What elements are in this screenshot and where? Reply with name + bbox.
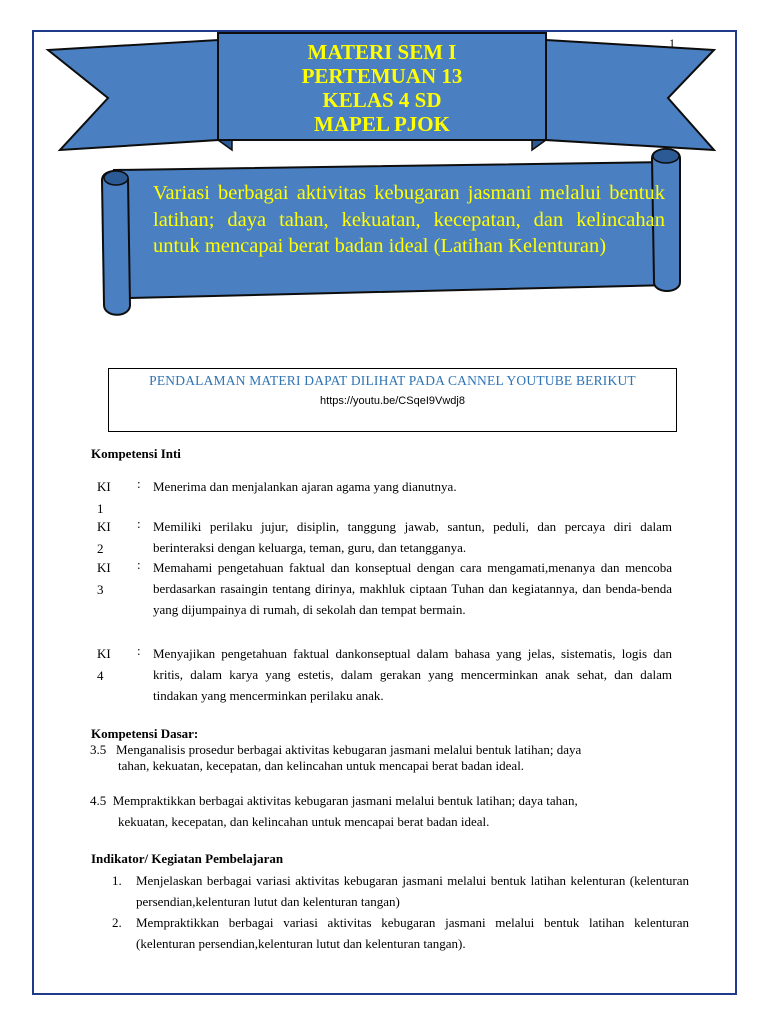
kd-number: 4.5 xyxy=(90,793,107,808)
banner-line-1: MATERI SEM I xyxy=(307,40,457,64)
indikator-number: 2. xyxy=(112,915,122,930)
banner-line-2: PERTEMUAN 13 xyxy=(301,64,463,88)
banner-line-4: MAPEL PJOK xyxy=(314,112,450,136)
scroll-topic-text: Variasi berbagai aktivitas kebugaran jasmani melalui bentuk latihan; daya tahan, kekuatan, kecepatan, dan kelincahan untuk mencapai berat badan ideal (Latihan Kelenturan) xyxy=(153,182,665,257)
indikator-text: Mempraktikkan berbagai variasi aktivitas kebugaran jasmani melalui bentuk latihan kelenturan (kelenturan persendian,kelenturan lutut dan kelenturan tangan). xyxy=(136,915,689,951)
ki-code: KI 4 xyxy=(97,646,111,683)
kompetensi-dasar-heading: Kompetensi Dasar: xyxy=(91,726,199,741)
indikator-heading: Indikator/ Kegiatan Pembelajaran xyxy=(91,851,284,866)
ki-separator: : xyxy=(137,476,141,491)
ki-text: Memahami pengetahuan faktual dan konseptual dengan cara mengamati,menanya dan mencoba berdasarkan rasaingin tentang dirinya, makhluk ciptaan Tuhan dan kegiatannya, dan benda-benda yang dijumpainya di rumah, di sekolah dan tempat bermain. xyxy=(153,560,672,617)
kompetensi-inti-heading: Kompetensi Inti xyxy=(91,446,181,461)
kd-item-4-5 xyxy=(90,792,578,809)
ki-separator: : xyxy=(137,557,141,572)
ki-code: KI 1 xyxy=(97,479,111,516)
page-number: 1 xyxy=(669,36,675,50)
kd-item-4-5-cont: kekuatan, kecepatan, dan kelincahan untuk mencapai berat badan ideal. xyxy=(118,814,490,829)
ribbon-right-tail xyxy=(546,40,714,150)
video-link-heading: PENDALAMAN MATERI DAPAT DILIHAT PADA CANNEL YOUTUBE BERIKUT xyxy=(149,373,636,388)
ki-text: Menerima dan menjalankan ajaran agama yang dianutnya. xyxy=(153,479,457,494)
ki-code: KI 2 xyxy=(97,519,111,556)
indikator-text: Menjelaskan berbagai variasi aktivitas kebugaran jasmani melalui bentuk latihan kelenturan (kelenturan persendian,kelenturan lutut dan kelenturan tangan) xyxy=(136,873,689,909)
scroll-left-roll xyxy=(102,171,130,315)
ki-separator: : xyxy=(137,643,141,658)
kd-item-3-5 xyxy=(90,741,581,758)
ki-text: Menyajikan pengetahuan faktual dankonseptual dalam bahasa yang jelas, sistematis, logis dan kritis, dalam karya yang estetis, dalam gerakan yang mencerminkan anak sehat, dan dalam tindakan yang mencerminkan perilaku anak. xyxy=(153,646,672,703)
ribbon-left-tail xyxy=(48,40,218,150)
kd-item-3-5-cont: tahan, kekuatan, kecepatan, dan kelincahan untuk mencapai berat badan ideal. xyxy=(118,758,525,773)
ki-code: KI 3 xyxy=(97,560,111,597)
indikator-number: 1. xyxy=(112,873,122,888)
banner-line-3: KELAS 4 SD xyxy=(322,88,442,112)
ki-text: Memiliki perilaku jujur, disiplin, tanggung jawab, santun, peduli, dan percaya diri dalam berinteraksi dengan keluarga, teman, guru, dan tetangganya. xyxy=(153,519,672,555)
ki-separator: : xyxy=(137,516,141,531)
youtube-link[interactable]: https://youtu.be/CSqeI9Vwdj8 xyxy=(320,395,465,407)
kd-line: Mempraktikkan berbagai aktivitas kebugaran jasmani melalui bentuk latihan; daya tahan, xyxy=(112,793,578,808)
kd-line: Menganalisis prosedur berbagai aktivitas kebugaran jasmani melalui bentuk latihan; daya xyxy=(116,742,582,757)
banner-title xyxy=(218,40,546,136)
video-link-box xyxy=(108,368,677,432)
kd-number: 3.5 xyxy=(90,742,107,757)
